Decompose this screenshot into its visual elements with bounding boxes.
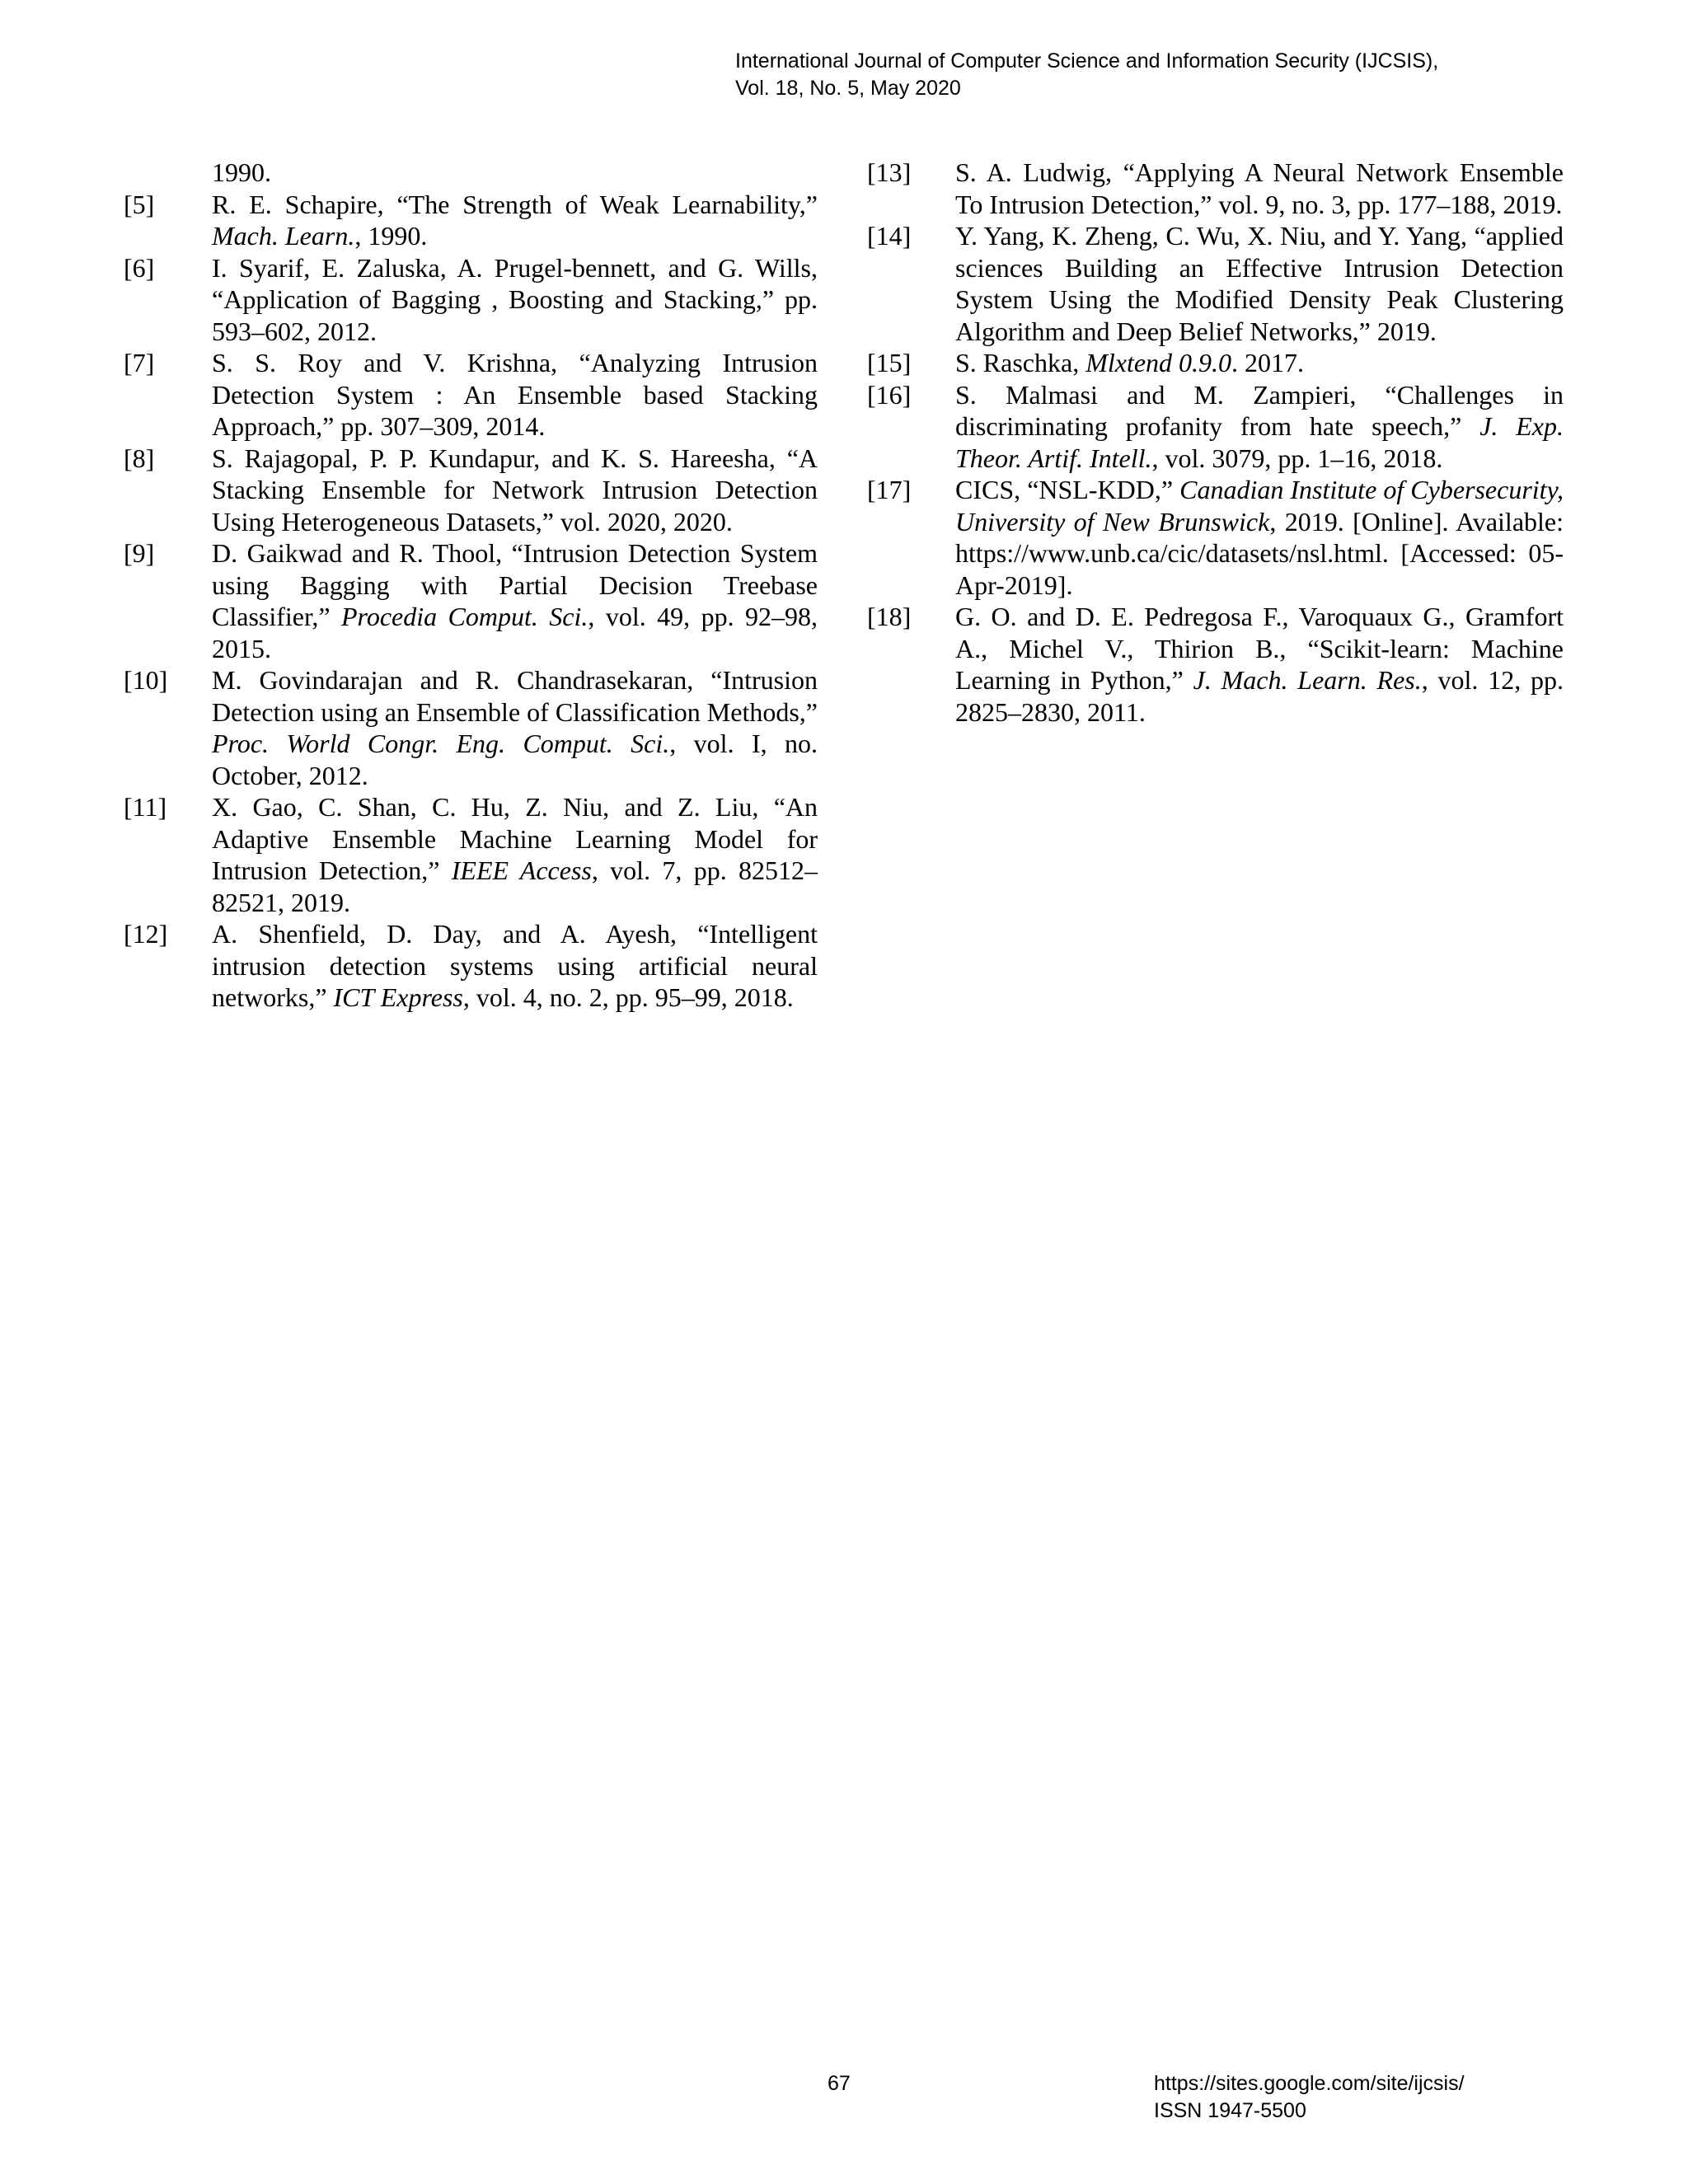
reference-segment: , vol. 3079, pp. 1–16, 2018. [1151,443,1443,473]
reference-number: [18] [867,602,912,631]
reference-text [212,791,818,918]
reference-venue: Canadian Institute of Cybersecurity, University of New Brunswick [955,475,1564,537]
reference-number: [5] [124,189,155,219]
references-left-column [124,157,818,1014]
reference-item [867,220,1564,347]
reference-venue: Mach. Learn. [212,221,355,251]
journal-issn: ISSN 1947-5500 [1154,2099,1306,2122]
reference-segment: , vol. 4, no. 2, pp. 95–99, 2018. [462,982,794,1012]
reference-item [867,474,1564,601]
reference-number: [15] [867,348,912,377]
reference-item [867,157,1564,220]
reference-segment: S. A. Ludwig, “Applying A Neural Network Ensemble To Intrusion Detection,” vol. 9, no. 3, pp. 177–188, 2019. [955,157,1564,219]
reference-list-right [867,157,1564,728]
reference-number: [11] [124,792,167,822]
reference-text [212,664,818,791]
reference-segment: Y. Yang, K. Zheng, C. Wu, X. Niu, and Y. Yang, “applied sciences Building an Effective Intrusion Detection System Using the Modified Density Peak Clustering Algorithm and Deep Belief Networks,” 2019. [955,221,1564,346]
reference-segment: A. Shenfield, D. Day, and A. Ayesh, “Intelligent intrusion detection systems using artificial neural networks,” [212,919,818,1012]
reference-text [212,252,818,348]
reference-item [867,347,1564,379]
reference-item [867,601,1564,728]
reference-item [124,443,818,538]
reference-segment: S. Malmasi and M. Zampieri, “Challenges in discriminating profanity from hate speech,” [955,379,1564,441]
reference-segment: S. Rajagopal, P. P. Kundapur, and K. S. Hareesha, “A Stacking Ensemble for Network Intrusion Detection Using Heterogeneous Datasets,” vol. 2020, 2020. [212,443,818,537]
reference-item [124,791,818,918]
reference-number: [16] [867,379,912,410]
reference-number: [14] [867,221,912,251]
reference-venue: Mlxtend 0.9.0 [1085,348,1232,377]
reference-segment: S. Raschka, [955,348,1086,377]
reference-text [212,443,818,538]
reference-continuation: 1990. [212,157,271,187]
reference-venue: Procedia Comput. Sci. [341,602,588,631]
reference-text [212,347,818,443]
reference-text [955,379,1564,475]
reference-number: [12] [124,919,168,949]
reference-text [955,601,1564,728]
reference-text [955,474,1564,601]
journal-volume: Vol. 18, No. 5, May 2020 [735,77,961,100]
reference-number: [9] [124,538,155,568]
reference-segment: D. Gaikwad and R. Thool, “Intrusion Detection System using Bagging with Partial Decision Treebase Classifier,” [212,538,818,631]
reference-text [955,157,1564,220]
reference-number: [13] [867,157,912,187]
reference-item [124,537,818,664]
reference-segment: R. E. Schapire, “The Strength of Weak Learnability,” [212,189,818,219]
reference-segment: , 1990. [354,221,428,251]
reference-segment: . 2017. [1231,348,1305,377]
footer-info [1154,2070,1465,2125]
reference-text [212,918,818,1014]
reference-number: [8] [124,443,155,473]
reference-item [124,347,818,443]
reference-segment: CICS, “NSL-KDD,” [955,475,1180,504]
reference-segment: X. Gao, C. Shan, C. Hu, Z. Niu, and Z. Liu, “An Adaptive Ensemble Machine Learning Model for Intrusion Detection,” [212,792,818,885]
reference-segment: , vol. 12, pp. 2825–2830, 2011. [955,665,1564,727]
reference-segment: , 2019. [Online]. Available: https://www.unb.ca/cic/datasets/nsl.html. [Accessed: 05-Apr-2019]. [955,506,1564,600]
reference-venue: Proc. World Congr. Eng. Comput. Sci. [212,729,670,758]
reference-segment: , vol. 49, pp. 92–98, 2015. [212,602,818,663]
reference-text [212,537,818,664]
reference-number: [10] [124,665,168,695]
journal-url: https://sites.google.com/site/ijcsis/ [1154,2072,1465,2095]
reference-list-left [124,189,818,1014]
reference-segment: M. Govindarajan and R. Chandrasekaran, “Intrusion Detection using an Ensemble of Classification Methods,” [212,665,818,727]
journal-title: International Journal of Computer Science and Information Security (IJCSIS), [735,49,1439,73]
references-right-column [867,157,1564,728]
running-header [735,48,1438,102]
reference-segment: , vol. 7, pp. 82512–82521, 2019. [212,855,818,917]
page-number: 67 [828,2072,851,2095]
reference-venue: J. Mach. Learn. Res. [1193,665,1422,695]
reference-text [955,347,1564,379]
reference-segment: , vol. I, no. October, 2012. [212,729,818,790]
reference-segment: G. O. and D. E. Pedregosa F., Varoquaux G., Gramfort A., Michel V., Thirion B., “Scikit-learn: Machine Learning in Python,” [955,602,1564,695]
reference-number: [7] [124,348,155,377]
reference-item [867,379,1564,475]
reference-venue: ICT Express [333,982,463,1012]
reference-venue: IEEE Access [451,855,592,885]
reference-item [124,918,818,1014]
reference-segment: S. S. Roy and V. Krishna, “Analyzing Intrusion Detection System : An Ensemble based Stacking Approach,” pp. 307–309, 2014. [212,348,818,441]
reference-text [212,189,818,252]
reference-number: [17] [867,475,912,504]
reference-item [124,189,818,252]
reference-segment: I. Syarif, E. Zaluska, A. Prugel-bennett, and G. Wills, “Application of Bagging , Boosting and Stacking,” pp. 593–602, 2012. [212,252,818,346]
reference-text [955,220,1564,347]
reference-item [124,252,818,348]
reference-venue: J. Exp. Theor. Artif. Intell. [955,411,1564,473]
reference-number: [6] [124,252,155,283]
reference-item [124,664,818,791]
